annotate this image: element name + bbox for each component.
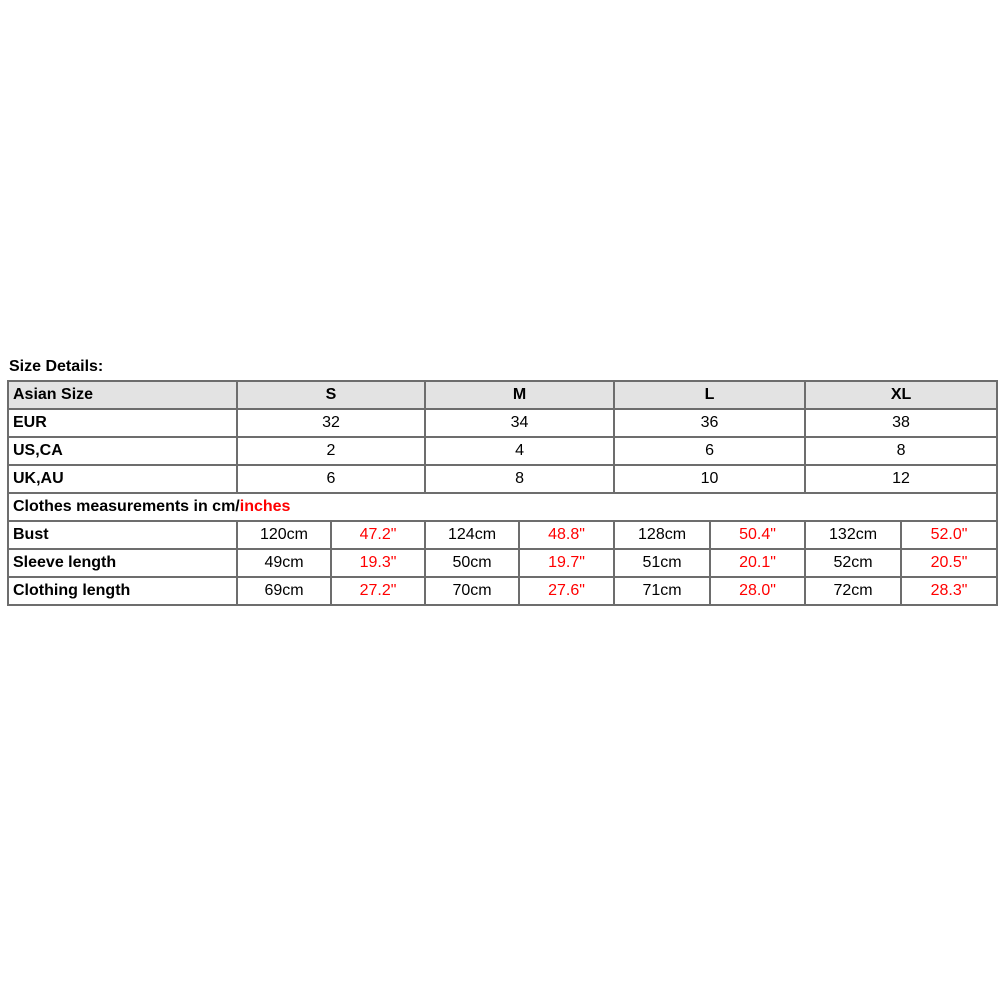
table-row [8,465,997,493]
inch-cell: 20.1" [710,549,805,577]
inch-cell: 50.4" [710,521,805,549]
section-row [8,493,997,521]
table-row [8,577,997,605]
table-cell: 8 [425,465,614,493]
cm-cell: 72cm [805,577,901,605]
row-label: UK,AU [8,465,237,493]
inch-cell: 27.6" [519,577,614,605]
inch-cell: 19.3" [331,549,425,577]
size-m-header: M [425,381,614,409]
table-row [8,549,997,577]
table-cell: 12 [805,465,997,493]
table-cell: 4 [425,437,614,465]
cm-cell: 50cm [425,549,519,577]
table-cell: 6 [614,437,805,465]
row-label: Bust [8,521,237,549]
table-cell: 2 [237,437,425,465]
cm-cell: 120cm [237,521,331,549]
size-s-header: S [237,381,425,409]
row-label: US,CA [8,437,237,465]
row-label: EUR [8,409,237,437]
inch-cell: 19.7" [519,549,614,577]
section-heading [8,493,997,521]
size-l-header: L [614,381,805,409]
cm-cell: 132cm [805,521,901,549]
section-prefix: Clothes measurements in cm/ [13,498,240,515]
inch-cell: 20.5" [901,549,997,577]
table-row [8,437,997,465]
cm-cell: 69cm [237,577,331,605]
cm-cell: 51cm [614,549,710,577]
inch-cell: 28.0" [710,577,805,605]
table-cell: 34 [425,409,614,437]
cm-cell: 124cm [425,521,519,549]
cm-cell: 128cm [614,521,710,549]
table-row [8,409,997,437]
table-cell: 10 [614,465,805,493]
header-row [8,381,997,409]
cm-cell: 52cm [805,549,901,577]
page-title: Size Details: [9,358,104,375]
cm-cell: 49cm [237,549,331,577]
size-table [7,380,998,606]
cm-cell: 70cm [425,577,519,605]
table-row [8,521,997,549]
inch-cell: 28.3" [901,577,997,605]
table-cell: 36 [614,409,805,437]
section-highlight: inches [239,498,291,515]
inch-cell: 47.2" [331,521,425,549]
table-cell: 38 [805,409,997,437]
size-xl-header: XL [805,381,997,409]
table-cell: 8 [805,437,997,465]
inch-cell: 48.8" [519,521,614,549]
table-cell: 6 [237,465,425,493]
inch-cell: 52.0" [901,521,997,549]
header-label: Asian Size [8,381,237,409]
inch-cell: 27.2" [331,577,425,605]
table-cell: 32 [237,409,425,437]
row-label: Sleeve length [8,549,237,577]
row-label: Clothing length [8,577,237,605]
cm-cell: 71cm [614,577,710,605]
